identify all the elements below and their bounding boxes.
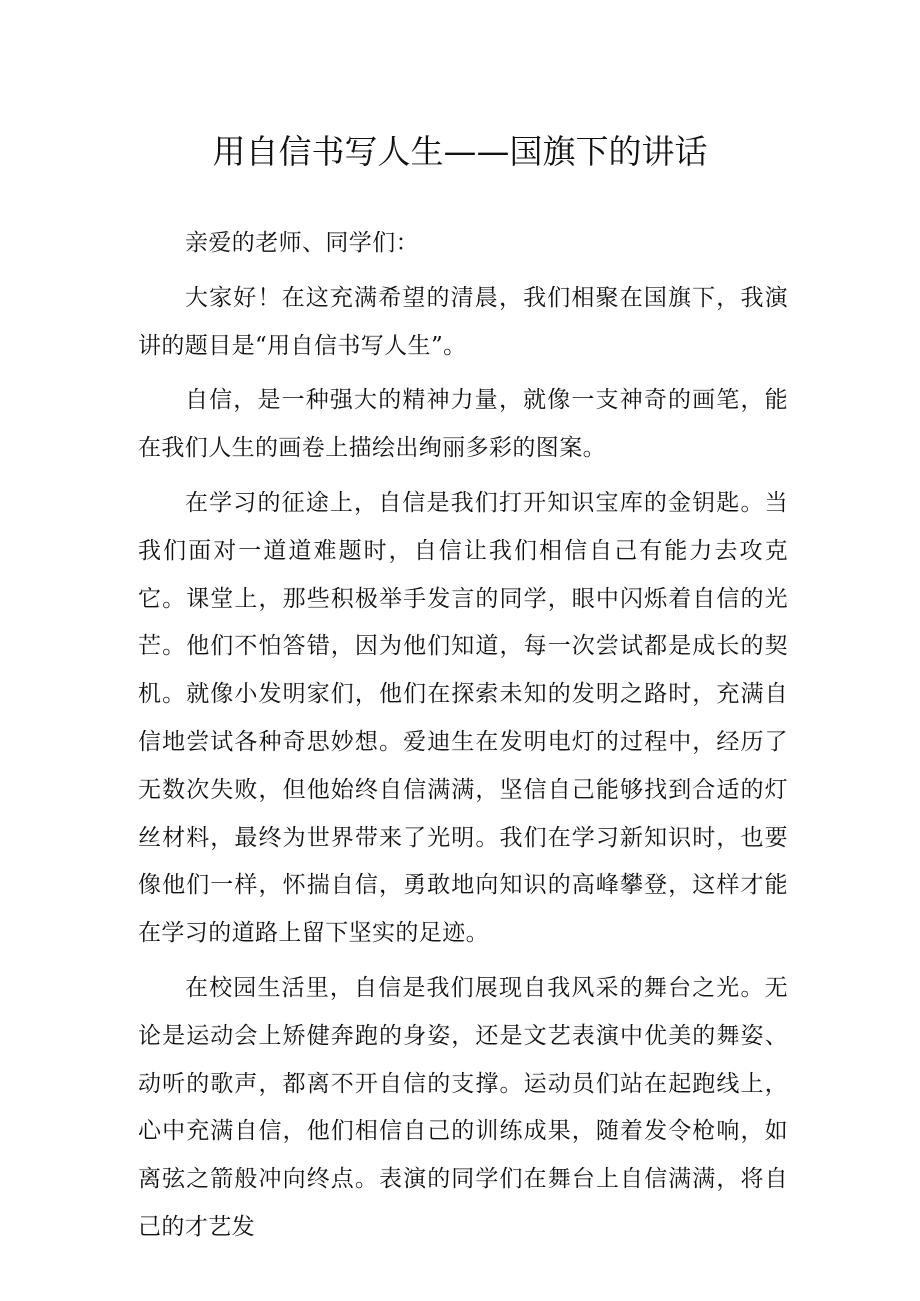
paragraph-greeting: 大家好！在这充满希望的清晨，我们相聚在国旗下，我演讲的题目是“用自信书写人生”。 <box>138 284 788 359</box>
paragraph-salutation: 亲爱的老师、同学们： <box>185 230 419 256</box>
paragraph-study: 在学习的征途上，自信是我们打开知识宝库的金钥匙。当我们面对一道道难题时，自信让我们相信自己有能力去攻克它。课堂上，那些积极举手发言的同学，眼中闪烁着自信的光芒。他们不怕答错，因为他们知道，每一次尝试都是成长的契机。就像小发明家们，他们在探索未知的发明之路时，充满自信地尝试各种奇思妙想。爱迪生在发明电灯的过程中，经历了无数次失败，但他始终自信满满，坚信自己能够找到合适的灯丝材料，最终为世界带来了光明。我们在学习新知识时，也要像他们一样，怀揣自信，勇敢地向知识的高峰攀登，这样才能在学习的道路上留下坚实的足迹。 <box>138 489 788 947</box>
document-body <box>138 220 788 1252</box>
paragraph-campus-life: 在校园生活里，自信是我们展现自我风采的舞台之光。无论是运动会上矫健奔跑的身姿，还是文艺表演中优美的舞姿、动听的歌声，都离不开自信的支撑。运动员们站在起跑线上，心中充满自信，他们相信自己的训练成果，随着发令枪响，如离弦之箭般冲向终点。表演的同学们在舞台上自信满满，将自己的才艺发 <box>138 974 788 1240</box>
paragraph-confidence-intro: 自信，是一种强大的精神力量，就像一支神奇的画笔，能在我们人生的画卷上描绘出绚丽多彩的图案。 <box>138 387 788 462</box>
document-title: 用自信书写人生——国旗下的讲话 <box>212 132 708 171</box>
